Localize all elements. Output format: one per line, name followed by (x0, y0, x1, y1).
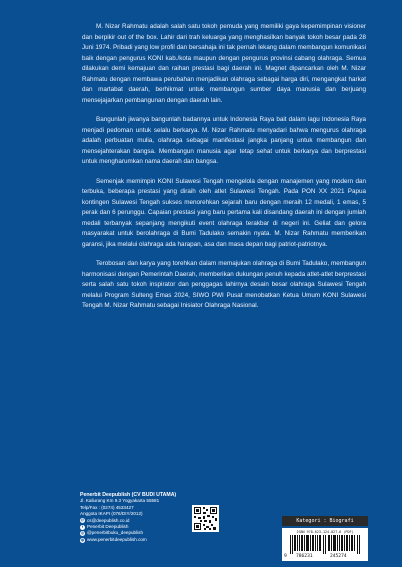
web-icon: ◍ (80, 537, 85, 542)
barcode-lead-digit: 9 (284, 554, 287, 559)
publisher-instagram[interactable]: ◎ @penerbitbuku_deepublish (80, 530, 144, 536)
publisher-info (80, 492, 190, 543)
email-icon: @ (80, 518, 85, 523)
facebook-icon: f (81, 524, 84, 529)
publisher-name: Penerbit Deepublish (CV BUDI UTAMA) (80, 492, 177, 498)
instagram-icon: ◎ (80, 531, 85, 536)
category-label: Kategori : Biografi (282, 516, 368, 526)
synopsis-paragraph-4: Terobosan dan karya yang torehkan dalam memajukan olahraga di Bumi Tadulako, membangun harmonisasi dengan Pemerintah Daerah, memberikan dukungan penuh kepada atlet-atlet berprestasi serta salah satu tokoh inspirator dan penggagas lahirnya desain besar olahraga Sulawesi Tengah melalui Program Sulteng Emas 2024, SIWO PWI Pusat menobatkan Ketua Umum KONI Sulawesi Tengah M. Nizar Rahmatu sebagai Inisiator Olahraga Nasional. (82, 260, 366, 309)
isbn-barcode (282, 528, 368, 561)
publisher-website[interactable]: ◍ www.penerbitdeepublish.com (80, 536, 147, 542)
publisher-ikapi: Anggota IKAPI (076/DIY/2012) (80, 511, 143, 517)
synopsis (82, 22, 366, 321)
publisher-phone: Telp/Fax : (0274) 4533427 (80, 504, 134, 510)
qr-code-icon (192, 505, 219, 532)
barcode-icon (290, 535, 360, 554)
qr-code[interactable] (192, 505, 219, 532)
synopsis-paragraph-1: M. Nizar Rahmatu adalah salah satu tokoh pemuda yang memiliki gaya kepemimpinan visioner dan berpikir out of the box. Lahir dari trah keluarga yang menghasilkan banyak tokoh besar pada 28 Juni 1974. Pribadi yang low profil dan bersahaja ini tak pernah lekang dalam membangun komunikasi baik dengan pengurus KONI kab./kota maupun dengan pengurus provinsi cabang olahraga. Semua dilakukan demi kemajuan dan raihan prestasi bagi daerah ini. Magnet dipancarkan oleh M. Nizar Rahmatu dengan membawa perubahan menjadikan olahraga sebagai harga diri, mengangkat harkat dan martabat daerah, berhikmat untuk membangun sumber daya manusia dan berjuang mensejajarkan pembangunan dengan daerah lain. (82, 23, 366, 104)
publisher-facebook[interactable]: f Penerbit Deepublish (81, 524, 129, 530)
barcode-right-digits: 245274 (330, 554, 347, 559)
synopsis-paragraph-3: Semenjak memimpin KONI Sulawesi Tengah mengelola dengan manajemen yang modern dan terbuka, beberapa prestasi yang diraih oleh atlet Sulawesi Tengah. Pada PON XX 2021 Papua kontingen Sulawesi Tengah sukses menorehkan sejarah baru dengan meraih 12 medali, 1 emas, 5 perak dan 6 perunggu. Capaian prestasi yang baru pertama kali disandang daerah ini dengan jumlah medali terbanyak sepanjang mengikuti event olahraga terakbar di negeri ini. Geliat dan gelora masyarakat untuk berolahraga di Bumi Tadulako semakin nyata. M. Nizar Rahmatu memberikan garansi, jika melalui olahraga ada harapan, asa dan masa depan bagi patriot-patriotnya. (82, 177, 366, 248)
synopsis-paragraph-2: Bangunlah jiwanya bangunlah badannya untuk Indonesia Raya bait dalam lagu Indonesia Raya menjadi pedoman untuk selalu berkarya. M. Nizar Rahmatu menyadari bahwa mengurus olahraga adalah perbuatan mulia, olahraga sebagai manifestasi jangka panjang untuk membangun dan mensejahterakan bangsa. Membangun manusia agar tetap sehat untuk berkarya dan berprestasi untuk mengharumkan nama daerah dan bangsa. (82, 116, 366, 165)
barcode-left-digits: 786231 (296, 554, 313, 559)
publisher-email[interactable]: @ cs@deepublish.co.id (80, 517, 130, 523)
publisher-address: Jl. Kaliurang Km 9.3 Yogyakarta 55581 (80, 498, 160, 504)
isbn-text: ISBN 978-623-124-027-6 (PDF) (296, 530, 354, 534)
